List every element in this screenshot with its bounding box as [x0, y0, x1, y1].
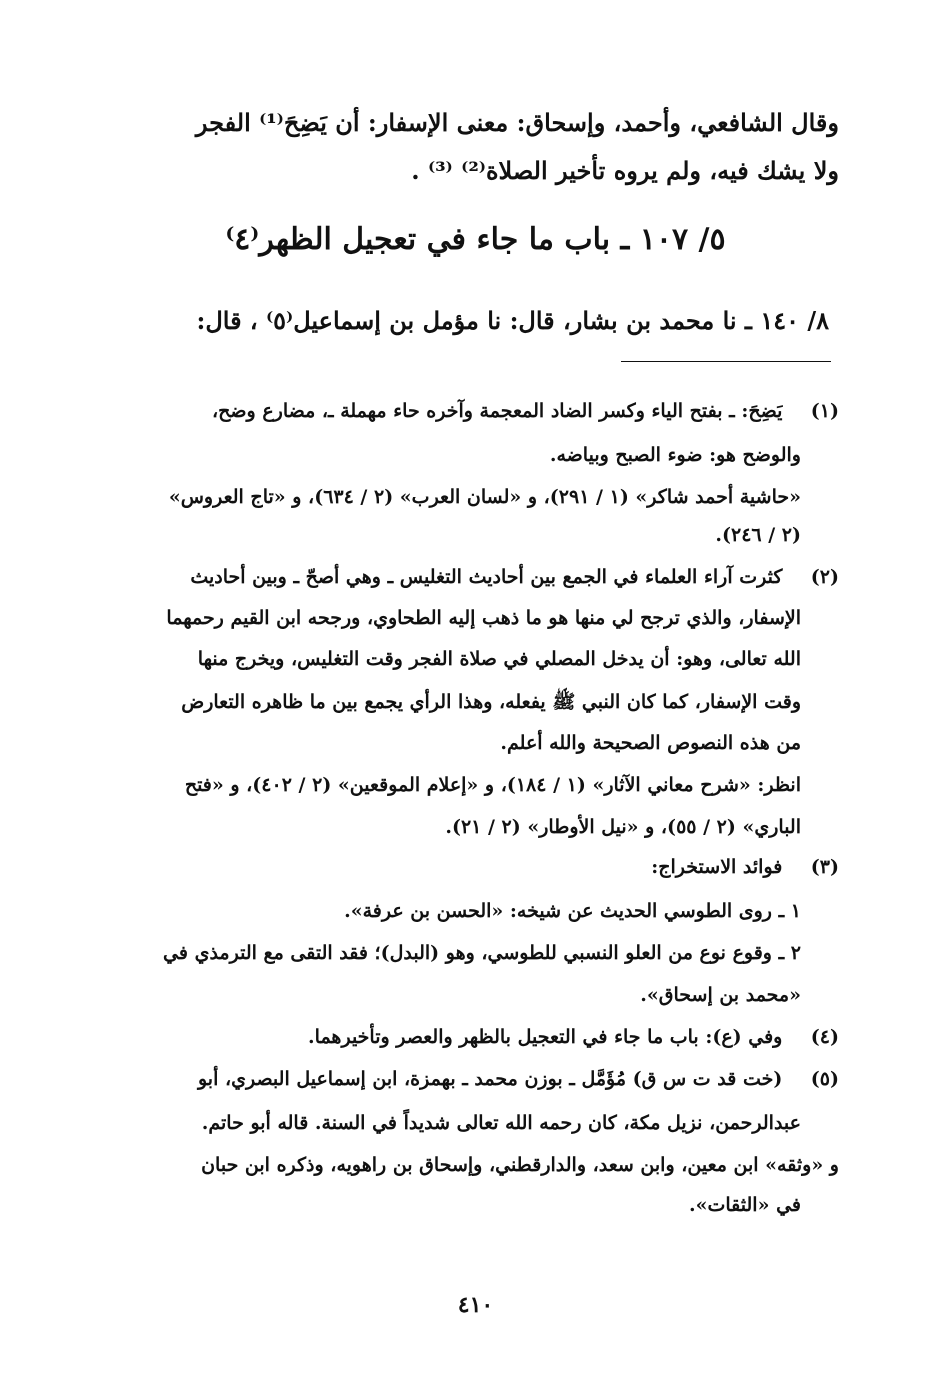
- footnote-separator: [621, 361, 831, 362]
- main-text-line-1: وقال الشافعي، وأحمد، وإسحاق: معنى الإسفار: أن يَضِحَ⁽¹⁾ الفجر: [195, 108, 839, 137]
- footnote-2-line-7: الباري» (٢ / ٥٥)، و «نيل الأوطار» (٢ / ٢١).: [445, 816, 801, 838]
- footnote-2-line-2: الإسفار، والذي ترجح لي منها هو ما ذهب إليه الطحاوي، ورجحه ابن القيم رحمهما: [166, 607, 801, 629]
- footnote-5-text: (خت قد ت س ق) مُؤَمَّل ـ بوزن محمد ـ بهمزة، ابن إسماعيل البصري، أبو: [197, 1068, 783, 1090]
- footnote-2-line-3: الله تعالى، وهو: أن يدخل المصلي في صلاة الفجر وقت التغليس، ويخرج منها: [197, 648, 801, 670]
- footnote-2-number: (٢): [810, 566, 839, 588]
- footnote-1-line-3: «حاشية أحمد شاكر» (١ / ٢٩١)، و «لسان العرب» (٢ / ٦٣٤)، و «تاج العروس»: [168, 486, 801, 508]
- footnote-5-line-1: [112, 1068, 839, 1090]
- footnote-2-line-4: وقت الإسفار، كما كان النبي ﷺ يفعله، وهذا الرأي يجمع بين ما ظاهره التعارض: [181, 691, 801, 713]
- footnote-3-number: (٣): [810, 856, 839, 878]
- footnote-2-line-6: انظر: «شرح معاني الآثار» (١ / ١٨٤)، و «إعلام الموقعين» (٢ / ٤٠٢)، و «فتح: [184, 774, 801, 796]
- footnote-4-line-1: [112, 1026, 839, 1048]
- footnote-1-line-1: [112, 400, 839, 422]
- footnote-5-line-2: عبدالرحمن، نزيل مكة، كان رحمه الله تعالى شديداً في السنة. قاله أبو حاتم.: [201, 1112, 801, 1134]
- footnote-3-title: فوائد الاستخراج:: [651, 856, 783, 878]
- main-text-line-2: ولا يشك فيه، ولم يروه تأخير الصلاة⁽²⁾ ⁽³⁾ .: [411, 156, 839, 185]
- footnote-3-line-1: [112, 856, 839, 878]
- footnote-2-text: كثرت آراء العلماء في الجمع بين أحاديث التغليس ـ وهي أصحّ ـ وبين أحاديث: [190, 566, 783, 588]
- footnote-5-line-4: في «الثقات».: [689, 1194, 801, 1216]
- footnote-3-item-2-cont: «محمد بن إسحاق».: [640, 984, 801, 1006]
- footnote-5-number: (٥): [810, 1068, 839, 1090]
- footnote-1-number: (١): [810, 400, 839, 422]
- footnote-3-item-1: ١ ـ روى الطوسي الحديث عن شيخه: «الحسن بن عرفة».: [344, 900, 801, 922]
- footnote-1-text: يَضِحَ: ـ بفتح الياء وكسر الضاد المعجمة وآخره حاء مهملة ـ، مضارع وضح،: [212, 400, 783, 422]
- footnote-3-item-2: ٢ ـ وقوع نوع من العلو النسبي للطوسي، وهو (البدل)؛ فقد التقى مع الترمذي في: [163, 942, 801, 964]
- footnote-4-number: (٤): [810, 1026, 839, 1048]
- footnote-4-text: وفي (ع): باب ما جاء في التعجيل بالظهر والعصر وتأخيرهما.: [308, 1026, 783, 1048]
- footnote-1-line-2: والوضح هو: ضوء الصبح وبياضه.: [549, 444, 801, 466]
- page-number: ٤١٠: [457, 1292, 494, 1318]
- footnote-1-line-4: (٢ / ٢٤٦).: [715, 524, 801, 546]
- chapter-heading: ٥/ ١٠٧ ـ باب ما جاء في تعجيل الظهر⁽٤⁾: [225, 222, 726, 257]
- footnote-2-line-1: [112, 566, 839, 588]
- hadith-chain-line: ٨/ ١٤٠ ـ نا محمد بن بشار، قال: نا مؤمل بن إسماعيل⁽٥⁾ ، قال:: [196, 306, 829, 335]
- footnote-5-line-3: و «وثقه» ابن معين، وابن سعد، والدارقطني، وإسحاق بن راهويه، وذكره ابن حبان: [201, 1154, 839, 1176]
- footnote-2-line-5: من هذه النصوص الصحيحة والله أعلم.: [500, 732, 801, 754]
